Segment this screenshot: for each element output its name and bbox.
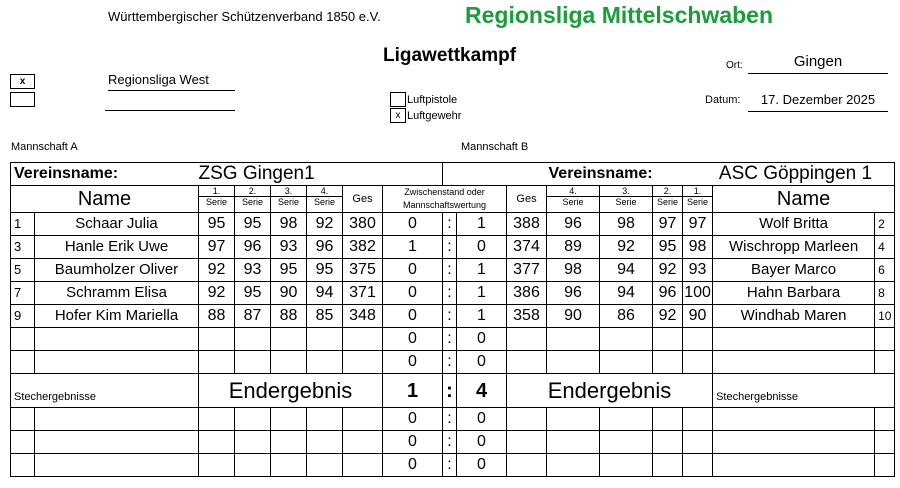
points-b[interactable]: 1 [457, 259, 507, 282]
stecher-cell-b[interactable] [683, 408, 713, 431]
federation-name: Württembergischer Schützenverband 1850 e.V. [108, 9, 381, 24]
serie-a-4[interactable]: 94 [307, 282, 343, 305]
player-row [11, 259, 895, 282]
player-name-b[interactable]: Bayer Marco [713, 259, 875, 282]
serie-a-2[interactable]: 96 [235, 236, 271, 259]
total-b[interactable] [507, 351, 547, 374]
col-ges-b: Ges [507, 186, 547, 213]
luftpistole-label: Luftpistole [407, 94, 458, 106]
points-b[interactable]: 1 [457, 282, 507, 305]
points-a[interactable]: 1 [383, 236, 443, 259]
serie-b-2[interactable]: 92 [653, 259, 683, 282]
start-no-b: 8 [875, 282, 895, 305]
serie-a-2[interactable]: 95 [235, 282, 271, 305]
player-name-b[interactable]: Wolf Britta [713, 213, 875, 236]
serie-b-3[interactable]: 92 [600, 236, 653, 259]
serie-a-1[interactable]: 95 [199, 213, 235, 236]
serie-a-3[interactable]: 95 [271, 259, 307, 282]
stecher-cell-b[interactable] [600, 431, 653, 454]
serie-b-4[interactable]: 98 [547, 259, 600, 282]
stecher-row [11, 454, 895, 477]
serie-b-1[interactable]: 98 [683, 236, 713, 259]
stecher-name-a[interactable] [35, 408, 199, 431]
team-b-verein-name[interactable]: ASC Göppingen 1 [653, 163, 895, 186]
final-result-row [11, 374, 895, 408]
stecher-cell-b[interactable] [653, 431, 683, 454]
stecher-cell-b[interactable] [507, 454, 547, 477]
player-name-b[interactable]: Wischropp Marleen [713, 236, 875, 259]
serie-b-1[interactable] [683, 328, 713, 351]
serie-b-1[interactable] [683, 351, 713, 374]
serie-a-4[interactable]: 85 [307, 305, 343, 328]
stecher-cell-b[interactable] [547, 408, 600, 431]
serie-a-4[interactable] [307, 351, 343, 374]
league-option2-line[interactable] [105, 94, 235, 111]
datum-label: Datum: [705, 94, 741, 106]
colon-sep: : [443, 408, 457, 431]
team-a-verein-name[interactable]: ZSG Gingen1 [199, 163, 443, 186]
col-serie-4-b: 4. Serie [547, 186, 600, 213]
start-no-b: 4 [875, 236, 895, 259]
col-name-a: Name [11, 186, 199, 213]
player-row [11, 351, 895, 374]
col-serie-1-b: 1. Serie [683, 186, 713, 213]
colon-sep: : [443, 454, 457, 477]
colon-sep: : [443, 305, 457, 328]
stecher-cell-b[interactable] [683, 431, 713, 454]
player-name-a[interactable] [35, 351, 199, 374]
start-no-a: 7 [11, 282, 35, 305]
points-b[interactable]: 0 [457, 236, 507, 259]
stecher-no-a [11, 431, 35, 454]
stecher-cell-b[interactable] [600, 454, 653, 477]
serie-b-4[interactable]: 89 [547, 236, 600, 259]
stecher-cell-b[interactable] [653, 454, 683, 477]
serie-a-2[interactable]: 93 [235, 259, 271, 282]
stecher-no-a [11, 454, 35, 477]
stecher-cell-a[interactable] [235, 454, 271, 477]
points-b[interactable]: 0 [457, 351, 507, 374]
points-a[interactable]: 0 [383, 282, 443, 305]
team-b-verein-label: Vereinsname: [547, 163, 653, 186]
points-b[interactable]: 0 [457, 328, 507, 351]
total-b[interactable] [507, 328, 547, 351]
stecher-name-a[interactable] [35, 454, 199, 477]
col-serie-1-a: 1. Serie [199, 186, 235, 213]
total-b[interactable]: 388 [507, 213, 547, 236]
total-b[interactable]: 377 [507, 259, 547, 282]
start-no-a: 9 [11, 305, 35, 328]
total-a[interactable]: 348 [343, 305, 383, 328]
player-row [11, 282, 895, 305]
stecher-points-a[interactable]: 0 [383, 454, 443, 477]
total-a[interactable]: 375 [343, 259, 383, 282]
serie-a-3[interactable]: 93 [271, 236, 307, 259]
stecher-no-b [875, 454, 895, 477]
total-a[interactable]: 382 [343, 236, 383, 259]
player-name-b[interactable] [713, 328, 875, 351]
datum-value[interactable]: 17. Dezember 2025 [748, 92, 888, 112]
total-a[interactable] [343, 351, 383, 374]
stecher-name-b[interactable] [713, 431, 875, 454]
league-option2-checkbox[interactable] [10, 92, 35, 107]
stecher-no-b [875, 431, 895, 454]
serie-a-4[interactable]: 95 [307, 259, 343, 282]
serie-a-1[interactable]: 97 [199, 236, 235, 259]
luftgewehr-checkbox[interactable]: x [390, 108, 406, 123]
serie-a-1[interactable] [199, 328, 235, 351]
serie-b-4[interactable]: 96 [547, 213, 600, 236]
serie-b-4[interactable]: 90 [547, 305, 600, 328]
stecher-label-b: Stechergebnisse [713, 374, 895, 408]
stecher-cell-a[interactable] [199, 408, 235, 431]
stecher-cell-a[interactable] [307, 454, 343, 477]
player-row [11, 236, 895, 259]
stecher-cell-a[interactable] [307, 431, 343, 454]
stecher-name-a[interactable] [35, 431, 199, 454]
col-serie-2-b: 2. Serie [653, 186, 683, 213]
team-b-caption: Mannschaft B [461, 141, 529, 153]
player-name-a[interactable]: Schaar Julia [35, 213, 199, 236]
stecher-cell-a[interactable] [343, 454, 383, 477]
league-option1-checkbox[interactable]: x [10, 74, 35, 89]
serie-b-3[interactable]: 94 [600, 282, 653, 305]
start-no-b [875, 351, 895, 374]
points-b[interactable]: 1 [457, 213, 507, 236]
serie-b-2[interactable]: 95 [653, 236, 683, 259]
player-name-a[interactable]: Schramm Elisa [35, 282, 199, 305]
stecher-cell-a[interactable] [235, 431, 271, 454]
end-label-b: Endergebnis [507, 374, 713, 408]
final-colon: : [443, 374, 457, 408]
stecher-row [11, 408, 895, 431]
player-name-a[interactable] [35, 328, 199, 351]
colon-sep: : [443, 351, 457, 374]
serie-b-3[interactable]: 98 [600, 213, 653, 236]
serie-a-3[interactable]: 98 [271, 213, 307, 236]
serie-a-1[interactable]: 92 [199, 282, 235, 305]
stecher-cell-a[interactable] [271, 408, 307, 431]
league-title: Regionsliga Mittelschwaben [465, 2, 773, 28]
stecher-cell-a[interactable] [343, 431, 383, 454]
luftpistole-checkbox[interactable] [390, 92, 406, 107]
points-b[interactable]: 1 [457, 305, 507, 328]
colon-sep: : [443, 259, 457, 282]
serie-b-2[interactable] [653, 351, 683, 374]
total-a[interactable] [343, 328, 383, 351]
serie-a-4[interactable]: 96 [307, 236, 343, 259]
ort-label: Ort: [726, 60, 743, 71]
stecher-cell-b[interactable] [653, 408, 683, 431]
serie-a-1[interactable] [199, 351, 235, 374]
competition-title: Ligawettkampf [383, 45, 517, 66]
stecher-no-a [11, 408, 35, 431]
serie-a-3[interactable]: 88 [271, 305, 307, 328]
points-a[interactable]: 0 [383, 213, 443, 236]
team-a-verein-label: Vereinsname: [11, 163, 199, 186]
serie-b-2[interactable]: 96 [653, 282, 683, 305]
stecher-cell-a[interactable] [199, 454, 235, 477]
player-row [11, 328, 895, 351]
player-name-a[interactable]: Hofer Kim Mariella [35, 305, 199, 328]
stecher-cell-a[interactable] [271, 431, 307, 454]
serie-a-4[interactable]: 92 [307, 213, 343, 236]
col-serie-3-a: 3. Serie [271, 186, 307, 213]
serie-b-1[interactable]: 97 [683, 213, 713, 236]
points-a[interactable]: 0 [383, 328, 443, 351]
serie-a-1[interactable]: 92 [199, 259, 235, 282]
stecher-cell-b[interactable] [547, 454, 600, 477]
col-name-b: Name [713, 186, 895, 213]
stecher-cell-b[interactable] [547, 431, 600, 454]
player-name-b[interactable]: Windhab Maren [713, 305, 875, 328]
start-no-a: 1 [11, 213, 35, 236]
total-b[interactable]: 386 [507, 282, 547, 305]
start-no-b: 2 [875, 213, 895, 236]
serie-b-4[interactable] [547, 351, 600, 374]
col-zwischenstand: Zwischenstand oder Mannschaftswertung [383, 186, 507, 213]
serie-a-4[interactable] [307, 328, 343, 351]
colon-sep: : [443, 282, 457, 305]
col-serie-3-b: 3. Serie [600, 186, 653, 213]
serie-b-1[interactable]: 100 [683, 282, 713, 305]
serie-b-2[interactable]: 92 [653, 305, 683, 328]
serie-a-3[interactable] [271, 351, 307, 374]
serie-b-3[interactable]: 94 [600, 259, 653, 282]
start-no-a [11, 328, 35, 351]
score-sheet [10, 162, 895, 477]
points-a[interactable]: 0 [383, 259, 443, 282]
stecher-cell-a[interactable] [271, 454, 307, 477]
start-no-b: 10 [875, 305, 895, 328]
stecher-cell-a[interactable] [235, 408, 271, 431]
stecher-cell-b[interactable] [507, 431, 547, 454]
stecher-row [11, 431, 895, 454]
serie-a-2[interactable] [235, 351, 271, 374]
points-a[interactable]: 0 [383, 351, 443, 374]
serie-b-3[interactable]: 86 [600, 305, 653, 328]
stecher-name-b[interactable] [713, 408, 875, 431]
total-a[interactable]: 371 [343, 282, 383, 305]
serie-b-1[interactable]: 90 [683, 305, 713, 328]
player-name-b[interactable]: Hahn Barbara [713, 282, 875, 305]
serie-a-2[interactable]: 95 [235, 213, 271, 236]
serie-b-2[interactable]: 97 [653, 213, 683, 236]
colon-sep: : [443, 213, 457, 236]
stecher-cell-b[interactable] [683, 454, 713, 477]
player-row [11, 305, 895, 328]
serie-a-2[interactable] [235, 328, 271, 351]
colon-sep: : [443, 328, 457, 351]
total-b[interactable]: 374 [507, 236, 547, 259]
colon-sep: : [443, 236, 457, 259]
start-no-a: 5 [11, 259, 35, 282]
final-score-a[interactable]: 1 [383, 374, 443, 408]
stecher-points-a[interactable]: 0 [383, 431, 443, 454]
stecher-cell-a[interactable] [343, 408, 383, 431]
start-no-b [875, 328, 895, 351]
final-score-b[interactable]: 4 [457, 374, 507, 408]
luftgewehr-label: Luftgewehr [407, 110, 462, 122]
player-name-a[interactable]: Baumholzer Oliver [35, 259, 199, 282]
colon-sep: : [443, 431, 457, 454]
stecher-label-a: Stechergebnisse [11, 374, 199, 408]
league-option1-label: Regionsliga West [108, 72, 235, 91]
stecher-no-b [875, 408, 895, 431]
stecher-points-b[interactable]: 0 [457, 454, 507, 477]
stecher-points-b[interactable]: 0 [457, 431, 507, 454]
serie-b-4[interactable]: 96 [547, 282, 600, 305]
total-a[interactable]: 380 [343, 213, 383, 236]
stecher-cell-b[interactable] [507, 408, 547, 431]
stecher-points-b[interactable]: 0 [457, 408, 507, 431]
ort-value[interactable]: Gingen [748, 53, 888, 74]
serie-b-1[interactable]: 93 [683, 259, 713, 282]
serie-b-3[interactable] [600, 351, 653, 374]
stecher-cell-a[interactable] [199, 431, 235, 454]
col-ges-a: Ges [343, 186, 383, 213]
serie-b-3[interactable] [600, 328, 653, 351]
serie-b-2[interactable] [653, 328, 683, 351]
total-b[interactable]: 358 [507, 305, 547, 328]
team-a-caption: Mannschaft A [11, 141, 78, 153]
player-row [11, 213, 895, 236]
col-serie-2-a: 2. Serie [235, 186, 271, 213]
player-name-b[interactable] [713, 351, 875, 374]
stecher-points-a[interactable]: 0 [383, 408, 443, 431]
serie-a-2[interactable]: 87 [235, 305, 271, 328]
points-a[interactable]: 0 [383, 305, 443, 328]
serie-a-3[interactable] [271, 328, 307, 351]
start-no-b: 6 [875, 259, 895, 282]
start-no-a: 3 [11, 236, 35, 259]
player-name-a[interactable]: Hanle Erik Uwe [35, 236, 199, 259]
start-no-a [11, 351, 35, 374]
stecher-cell-b[interactable] [600, 408, 653, 431]
serie-a-3[interactable]: 90 [271, 282, 307, 305]
stecher-cell-a[interactable] [307, 408, 343, 431]
serie-b-4[interactable] [547, 328, 600, 351]
end-label-a: Endergebnis [199, 374, 383, 408]
col-serie-4-a: 4. Serie [307, 186, 343, 213]
serie-a-1[interactable]: 88 [199, 305, 235, 328]
stecher-name-b[interactable] [713, 454, 875, 477]
